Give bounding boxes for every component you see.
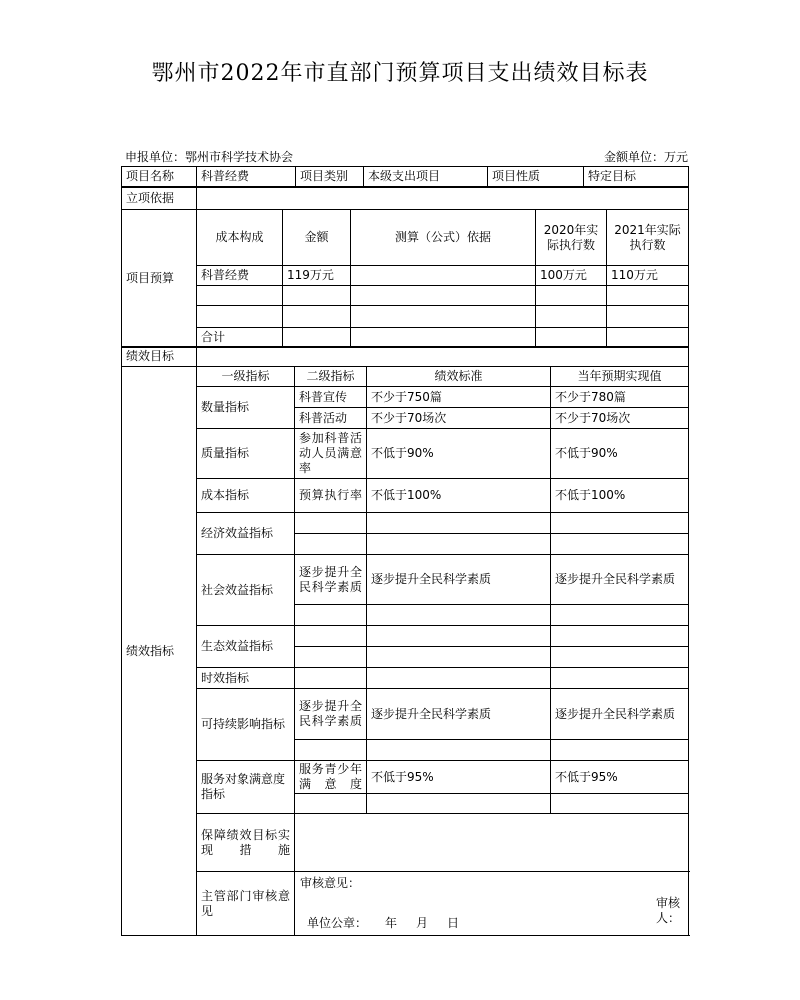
standard-cell: [367, 647, 551, 668]
review-box: [295, 872, 689, 936]
safeguard-value: [295, 814, 689, 872]
standard-cell: 不低于100%: [367, 479, 551, 513]
expected-cell: 不低于90%: [551, 429, 689, 479]
expected-cell: 不少于780篇: [551, 387, 689, 408]
budget-cell: [536, 286, 607, 306]
project-info-table: [121, 166, 689, 187]
table-row: [122, 286, 689, 306]
expected-cell: 不低于95%: [551, 761, 689, 794]
standard-cell: [367, 605, 551, 626]
review-label: 主管部门审核意见: [197, 872, 295, 936]
expected-cell: [551, 605, 689, 626]
expected-cell: 逐步提升全民科学素质: [551, 555, 689, 605]
expected-cell: [551, 740, 689, 761]
indicator-header: 当年预期实现值: [551, 367, 689, 387]
sub-indicator: [295, 647, 367, 668]
basis-value: [197, 188, 689, 210]
standard-cell: 逐步提升全民科学素质: [367, 555, 551, 605]
budget-cell: [197, 286, 283, 306]
budget-header: 2021年实际执行数: [607, 210, 689, 266]
sub-indicator: [295, 668, 367, 689]
standard-cell: 不低于90%: [367, 429, 551, 479]
standard-cell: [367, 668, 551, 689]
table-row: [122, 266, 689, 286]
table-row: [122, 387, 689, 408]
indicator-header: 二级指标: [295, 367, 367, 387]
budget-cell: [536, 306, 607, 328]
sub-indicator: [295, 513, 367, 534]
table-row: [122, 761, 689, 794]
sustainable-indicator: 可持续影响指标: [197, 689, 295, 761]
sub-indicator: [295, 605, 367, 626]
project-type-label: 项目类别: [296, 167, 364, 187]
timeliness-indicator: 时效指标: [197, 668, 295, 689]
expected-cell: [551, 626, 689, 647]
expected-cell: [551, 513, 689, 534]
reviewer-label: 审核人：: [656, 896, 681, 925]
date-day-label: 日: [447, 916, 460, 930]
expected-cell: [551, 794, 689, 814]
standard-cell: 不少于70场次: [367, 408, 551, 429]
safeguard-label: 保障绩效目标实现措施: [197, 814, 295, 872]
sub-indicator: 科普宣传: [295, 387, 367, 408]
standard-cell: [367, 740, 551, 761]
review-opinion-label: 审核意见：: [300, 876, 361, 890]
performance-table: [121, 346, 689, 936]
sub-indicator: [295, 794, 367, 814]
economic-indicator: 经济效益指标: [197, 513, 295, 555]
expected-cell: [551, 534, 689, 555]
budget-total-label: 合计: [197, 328, 283, 348]
budget-cell: 119万元: [283, 266, 351, 286]
standard-cell: [367, 626, 551, 647]
goal-label: 绩效目标: [122, 347, 197, 367]
budget-cell: [351, 306, 536, 328]
table-row: [122, 555, 689, 605]
social-indicator: 社会效益指标: [197, 555, 295, 626]
budget-header: 2020年实际执行数: [536, 210, 607, 266]
sub-indicator: 参加科普活动人员满意率: [295, 429, 367, 479]
expected-cell: 逐步提升全民科学素质: [551, 689, 689, 740]
satisfaction-indicator: 服务对象满意度指标: [197, 761, 295, 814]
budget-cell: [283, 306, 351, 328]
table-row: [122, 429, 689, 479]
expected-cell: 不少于70场次: [551, 408, 689, 429]
indicator-header: 一级指标: [197, 367, 295, 387]
standard-cell: 不少于750篇: [367, 387, 551, 408]
standard-cell: 逐步提升全民科学素质: [367, 689, 551, 740]
budget-header: 测算（公式）依据: [351, 210, 536, 266]
budget-header: 成本构成: [197, 210, 283, 266]
project-nature-value: 特定目标: [584, 167, 689, 187]
quantity-indicator: 数量指标: [197, 387, 295, 429]
project-nature-label: 项目性质: [488, 167, 584, 187]
budget-cell: [283, 286, 351, 306]
budget-cell: [351, 328, 536, 348]
budget-cell: 110万元: [607, 266, 689, 286]
standard-cell: [367, 534, 551, 555]
budget-header: 金额: [283, 210, 351, 266]
expected-cell: [551, 647, 689, 668]
budget-cell: [351, 286, 536, 306]
budget-cell: [536, 328, 607, 348]
standard-cell: 不低于95%: [367, 761, 551, 794]
table-row: [122, 328, 689, 348]
indicators-label: 绩效指标: [122, 367, 197, 936]
basis-label: 立项依据: [122, 188, 197, 210]
indicator-header: 绩效标准: [367, 367, 551, 387]
budget-table: [121, 187, 689, 348]
table-row: [122, 479, 689, 513]
budget-cell: 100万元: [536, 266, 607, 286]
table-row: [122, 306, 689, 328]
budget-cell: [607, 306, 689, 328]
budget-cell: 科普经费: [197, 266, 283, 286]
sub-indicator: [295, 740, 367, 761]
expected-cell: 不低于100%: [551, 479, 689, 513]
seal-label: 单位公章：: [307, 916, 368, 930]
budget-label: 项目预算: [122, 210, 197, 348]
project-type-value: 本级支出项目: [364, 167, 488, 187]
sub-indicator: 服务青少年满意度: [295, 761, 367, 794]
money-unit: 金额单位：万元: [603, 150, 688, 164]
page-title: 鄂州市2022年市直部门预算项目支出绩效目标表: [151, 61, 649, 86]
applicant-unit: 申报单位：鄂州市科学技术协会: [125, 150, 294, 164]
table-row: [122, 689, 689, 740]
date-month-label: 月: [416, 916, 429, 930]
date-year-label: 年: [385, 916, 398, 930]
cost-indicator: 成本指标: [197, 479, 295, 513]
table-row: [122, 668, 689, 689]
sub-indicator: [295, 626, 367, 647]
budget-cell: [197, 306, 283, 328]
budget-cell: [607, 286, 689, 306]
sub-indicator: 逐步提升全民科学素质: [295, 689, 367, 740]
budget-cell: [283, 328, 351, 348]
standard-cell: [367, 513, 551, 534]
table-row: [122, 626, 689, 647]
project-name-label: 项目名称: [122, 167, 197, 187]
budget-cell: [607, 328, 689, 348]
project-name-value: 科普经费: [197, 167, 296, 187]
budget-cell: [351, 266, 536, 286]
quality-indicator: 质量指标: [197, 429, 295, 479]
sub-indicator: 预算执行率: [295, 479, 367, 513]
expected-cell: [551, 668, 689, 689]
sub-indicator: [295, 534, 367, 555]
ecological-indicator: 生态效益指标: [197, 626, 295, 668]
table-row: [122, 513, 689, 534]
sub-indicator: 科普活动: [295, 408, 367, 429]
goal-value: [197, 347, 689, 367]
standard-cell: [367, 794, 551, 814]
sub-indicator: 逐步提升全民科学素质: [295, 555, 367, 605]
